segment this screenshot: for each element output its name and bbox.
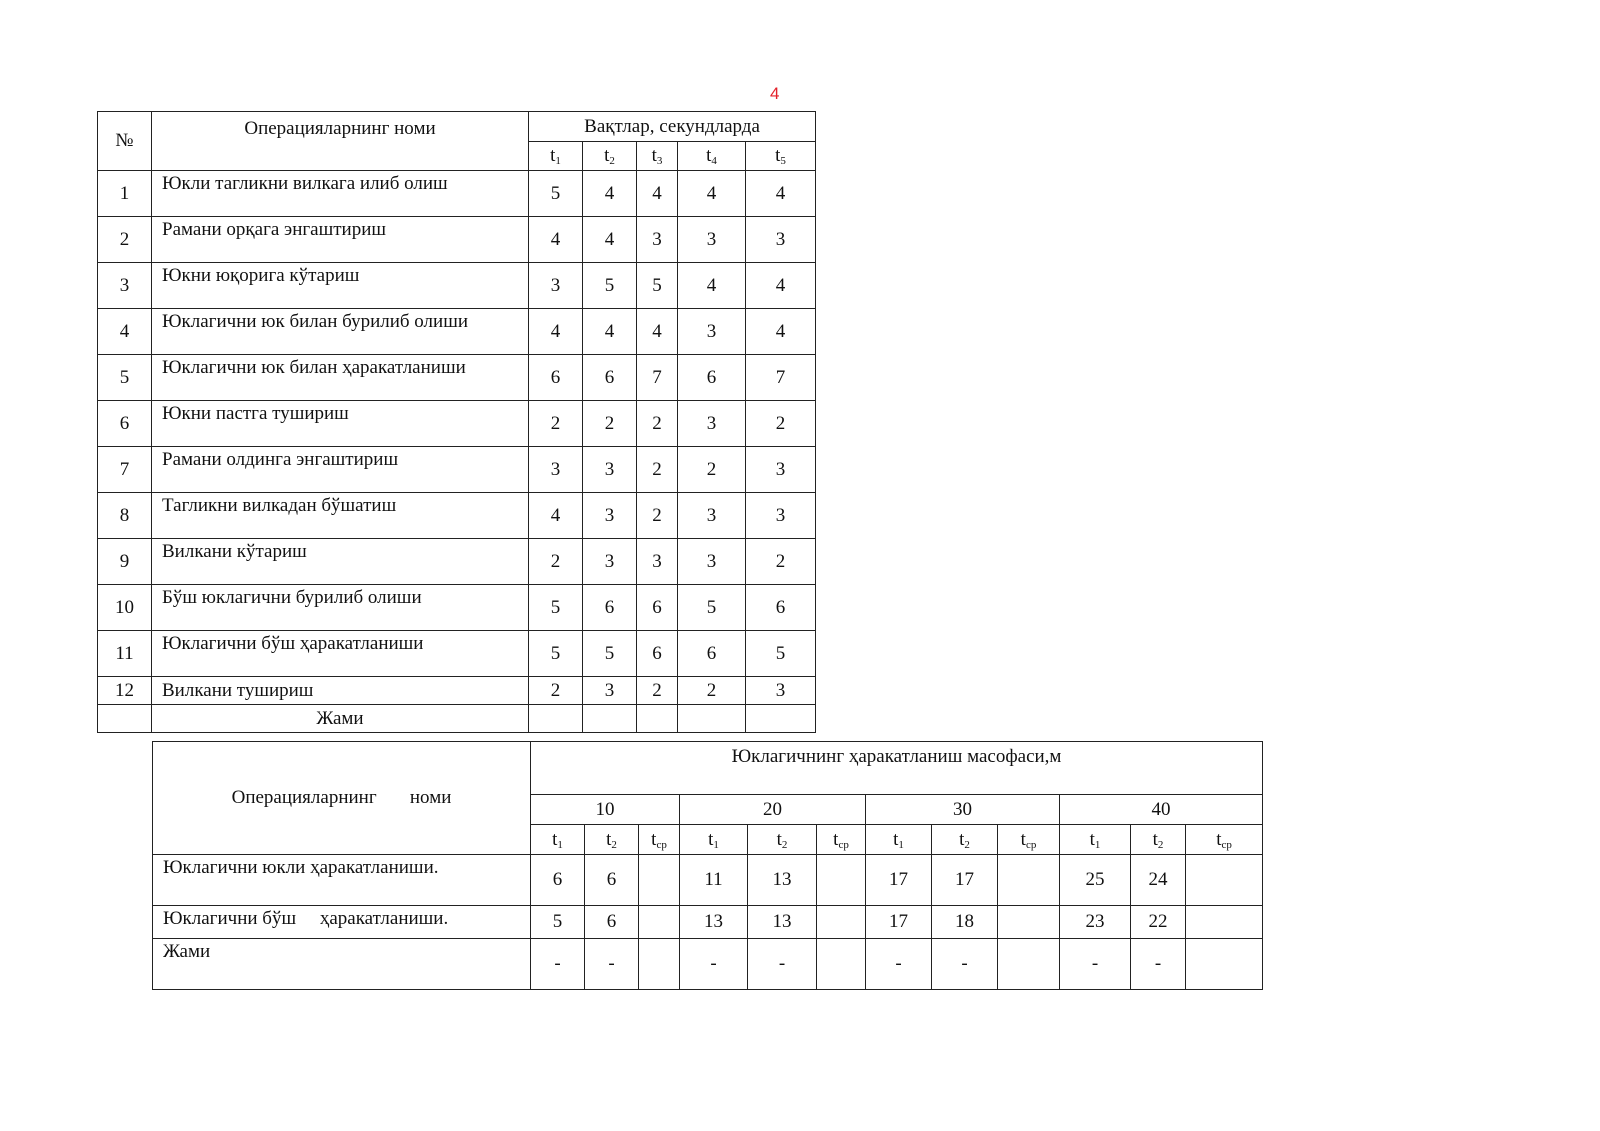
table-cell (98, 705, 152, 733)
time-value (1186, 939, 1263, 990)
time-value: 2 (529, 401, 583, 447)
time-value: 5 (746, 631, 816, 677)
time-value (817, 855, 866, 906)
time-value: 5 (531, 906, 585, 939)
time-value: 2 (637, 401, 678, 447)
time-value: 5 (529, 171, 583, 217)
operation-name: Бўш юклагични бурилиб олиши (152, 585, 529, 631)
operation-name: Юклагични бўш ҳаракатланиши (152, 631, 529, 677)
time-value: 25 (1060, 855, 1131, 906)
operation-name: Рамани олдинга энгаштириш (152, 447, 529, 493)
time-value: - (1060, 939, 1131, 990)
table-row (98, 401, 816, 447)
time-value (639, 939, 680, 990)
operation-name: Юклагични юкли ҳаракатланиши. (153, 855, 531, 906)
row-number: 1 (98, 171, 152, 217)
operation-name: Юклагични юк билан ҳаракатланиши (152, 355, 529, 401)
time-column-header: $t_{ср}$ (1186, 825, 1263, 855)
time-value: 3 (746, 447, 816, 493)
time-value: 5 (637, 263, 678, 309)
time-value: 3 (678, 401, 746, 447)
time-value: 5 (529, 585, 583, 631)
total-label: Жами (153, 939, 531, 990)
distance-time-table (152, 741, 1263, 990)
time-column-header: $t_{ср}$ (817, 825, 866, 855)
time-value: 11 (680, 855, 748, 906)
time-value: 6 (637, 585, 678, 631)
time-value: 6 (529, 355, 583, 401)
table-row (98, 309, 816, 355)
time-value: 6 (678, 355, 746, 401)
time-value: 3 (678, 539, 746, 585)
time-value (817, 906, 866, 939)
time-value: 4 (746, 171, 816, 217)
time-value: 2 (678, 447, 746, 493)
operation-name: Вилкани кўтариш (152, 539, 529, 585)
time-value: 2 (583, 401, 637, 447)
table-cell (746, 705, 816, 733)
time-value: 6 (583, 355, 637, 401)
time-value: 3 (529, 263, 583, 309)
time-value: 22 (1131, 906, 1186, 939)
time-column-header: $t_4$ (678, 142, 746, 171)
distance-header: 30 (866, 795, 1060, 825)
time-value: - (680, 939, 748, 990)
time-column-header: $t_1$ (866, 825, 932, 855)
time-value: 2 (637, 447, 678, 493)
time-value: 24 (1131, 855, 1186, 906)
row-number: 9 (98, 539, 152, 585)
time-value: - (866, 939, 932, 990)
time-value: 5 (678, 585, 746, 631)
total-row (98, 705, 816, 733)
time-value: 6 (746, 585, 816, 631)
time-column-header: $t_5$ (746, 142, 816, 171)
table-row (153, 855, 1263, 906)
time-value (998, 906, 1060, 939)
time-column-header: $t_1$ (529, 142, 583, 171)
table-row (98, 263, 816, 309)
total-row (153, 939, 1263, 990)
table-cell (637, 705, 678, 733)
time-value: 4 (678, 263, 746, 309)
row-number: 5 (98, 355, 152, 401)
row-number: 4 (98, 309, 152, 355)
operation-name: Юкли тагликни вилкага илиб олиш (152, 171, 529, 217)
time-value (998, 855, 1060, 906)
time-column-header: $t_3$ (637, 142, 678, 171)
time-value: 2 (678, 677, 746, 705)
time-value (639, 855, 680, 906)
time-value: 3 (529, 447, 583, 493)
time-column-header: $t_1$ (531, 825, 585, 855)
time-value: 4 (678, 171, 746, 217)
time-column-header: $t_2$ (585, 825, 639, 855)
table-row (98, 585, 816, 631)
time-value (639, 906, 680, 939)
time-value: - (932, 939, 998, 990)
time-value: 17 (866, 855, 932, 906)
time-value: 3 (746, 677, 816, 705)
time-value: 2 (746, 401, 816, 447)
time-value: 3 (746, 217, 816, 263)
time-column-header: $t_{ср}$ (639, 825, 680, 855)
row-number: 12 (98, 677, 152, 705)
time-column-header: $t_1$ (1060, 825, 1131, 855)
table-row (98, 539, 816, 585)
time-value: 3 (583, 447, 637, 493)
time-value: 2 (746, 539, 816, 585)
time-value (1186, 906, 1263, 939)
time-value: 3 (583, 539, 637, 585)
time-value: 6 (678, 631, 746, 677)
time-value: 6 (531, 855, 585, 906)
time-value: 3 (746, 493, 816, 539)
time-value: - (1131, 939, 1186, 990)
time-value: 2 (637, 493, 678, 539)
time-value: 4 (746, 263, 816, 309)
time-value: 4 (529, 309, 583, 355)
time-value: 18 (932, 906, 998, 939)
operation-name: Вилкани тушириш (152, 677, 529, 705)
time-value: 4 (529, 493, 583, 539)
time-value: 4 (583, 217, 637, 263)
table-row (98, 447, 816, 493)
time-value: 6 (585, 855, 639, 906)
time-value: 4 (529, 217, 583, 263)
operations-time-table (97, 111, 816, 733)
time-value: 4 (637, 171, 678, 217)
time-value: 3 (583, 493, 637, 539)
operation-name: Юкни юқорига кўтариш (152, 263, 529, 309)
time-value: 13 (680, 906, 748, 939)
time-value: 23 (1060, 906, 1131, 939)
time-value: 7 (746, 355, 816, 401)
time-column-header: $t_2$ (932, 825, 998, 855)
time-value: 2 (529, 677, 583, 705)
time-value: 17 (932, 855, 998, 906)
operation-name-column-header: Операцияларнинг номи (153, 742, 531, 855)
row-number: 6 (98, 401, 152, 447)
total-label: Жами (152, 705, 529, 733)
table-row (153, 906, 1263, 939)
number-column-header: № (98, 112, 152, 171)
time-value: 6 (637, 631, 678, 677)
time-value (817, 939, 866, 990)
time-value: 13 (748, 906, 817, 939)
row-number: 8 (98, 493, 152, 539)
time-value: - (531, 939, 585, 990)
row-number: 11 (98, 631, 152, 677)
time-value: 2 (529, 539, 583, 585)
time-value: 3 (678, 493, 746, 539)
table-cell (529, 705, 583, 733)
table-row (98, 171, 816, 217)
time-column-header: $t_{ср}$ (998, 825, 1060, 855)
time-value (1186, 855, 1263, 906)
time-value: 2 (637, 677, 678, 705)
page-number: 4 (770, 84, 780, 103)
time-value: - (748, 939, 817, 990)
row-number: 2 (98, 217, 152, 263)
row-number: 3 (98, 263, 152, 309)
distance-header: 10 (531, 795, 680, 825)
time-value: 4 (746, 309, 816, 355)
table-header-row (153, 742, 1263, 795)
table-cell (678, 705, 746, 733)
time-value: 3 (678, 309, 746, 355)
table-header-row (98, 112, 816, 142)
table-row (98, 355, 816, 401)
time-value: 5 (583, 631, 637, 677)
distance-header: 20 (680, 795, 866, 825)
time-value: 4 (583, 171, 637, 217)
row-number: 7 (98, 447, 152, 493)
time-value: 13 (748, 855, 817, 906)
operation-name-column-header: Операцияларнинг номи (152, 112, 529, 171)
distance-header: 40 (1060, 795, 1263, 825)
time-value: 6 (583, 585, 637, 631)
operation-name: Юкни пастга тушириш (152, 401, 529, 447)
time-value: 3 (583, 677, 637, 705)
time-value: 3 (637, 539, 678, 585)
time-value: - (585, 939, 639, 990)
operation-name: Рамани орқага энгаштириш (152, 217, 529, 263)
time-value: 7 (637, 355, 678, 401)
time-column-header: $t_2$ (583, 142, 637, 171)
table-row (98, 631, 816, 677)
time-value: 5 (583, 263, 637, 309)
time-value: 17 (866, 906, 932, 939)
row-number: 10 (98, 585, 152, 631)
time-value: 3 (637, 217, 678, 263)
time-column-header: $t_1$ (680, 825, 748, 855)
table-cell (583, 705, 637, 733)
times-group-header: Вақтлар, секундларда (529, 112, 816, 142)
time-value (998, 939, 1060, 990)
table-row (98, 217, 816, 263)
operation-name: Тагликни вилкадан бўшатиш (152, 493, 529, 539)
time-column-header: $t_2$ (1131, 825, 1186, 855)
operation-name: Юклагични юк билан бурилиб олиши (152, 309, 529, 355)
time-value: 4 (637, 309, 678, 355)
distance-group-header: Юклагичнинг ҳаракатланиш масофаси,м (531, 742, 1263, 795)
time-value: 3 (678, 217, 746, 263)
time-value: 4 (583, 309, 637, 355)
operation-name: Юклагични бўш ҳаракатланиши. (153, 906, 531, 939)
time-value: 5 (529, 631, 583, 677)
table-row (98, 677, 816, 705)
time-column-header: $t_2$ (748, 825, 817, 855)
time-value: 6 (585, 906, 639, 939)
table-row (98, 493, 816, 539)
